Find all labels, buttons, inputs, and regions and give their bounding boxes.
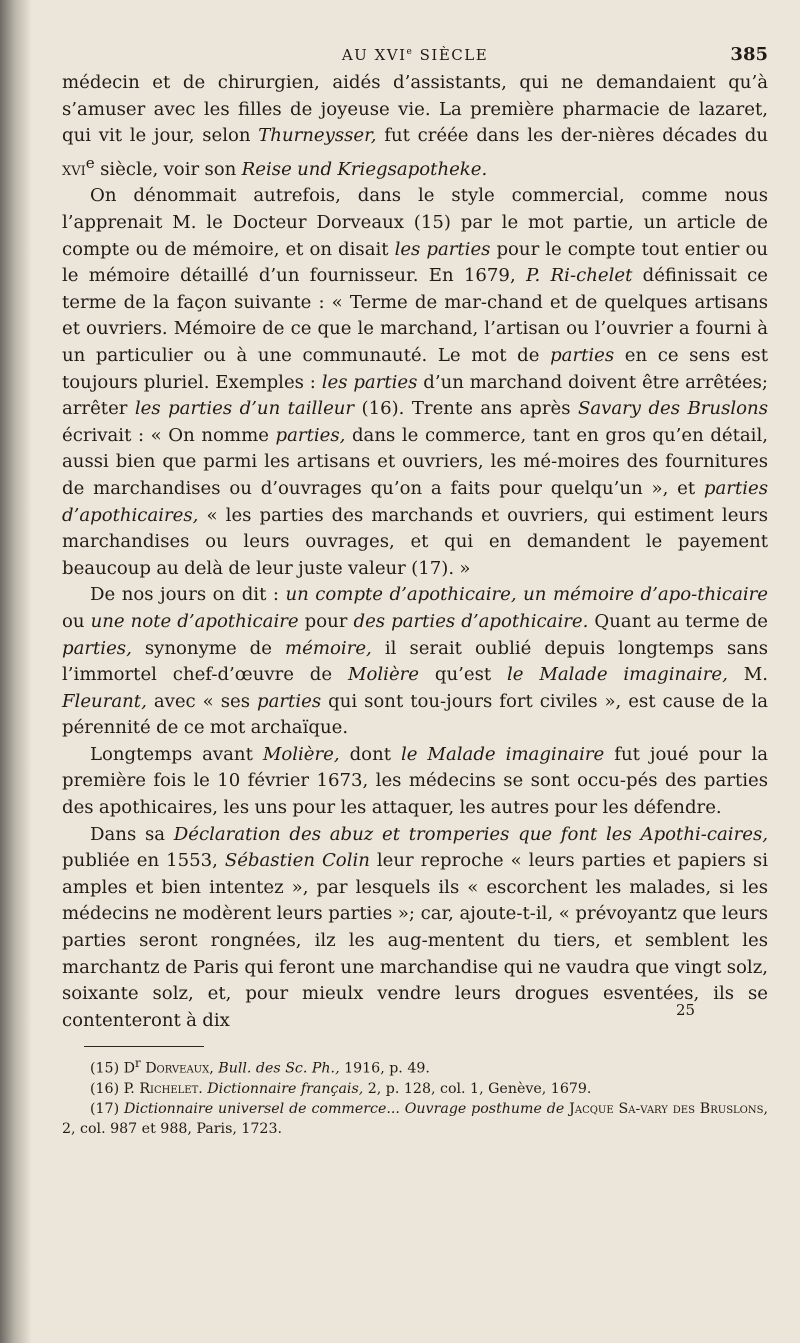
scan-shadow bbox=[0, 0, 32, 1343]
footnote-17: (17) Dictionnaire universel de commerce... Ouvrage posthume de Jacque Sa-vary des Bruslons, 2, col. 987 et 988, Paris, 1723. bbox=[62, 1101, 768, 1138]
page-number: 385 bbox=[730, 44, 768, 65]
footnote-16: (16) P. Richelet. Dictionnaire français, 2, p. 128, col. 1, Genève, 1679. bbox=[90, 1081, 592, 1098]
paragraph-2: On dénommait autrefois, dans le style commercial, comme nous l’apprenait M. le Docteur Dorveaux (15) par le mot partie, un article de compte ou de mémoire, et on disait les parties pour le compte tout entier ou le mémoire détaillé d’un fournisseur. En 1679, P. Ri-chelet définissait ce terme de la façon suivante : « Terme de mar-chand et de quelques artisans et ouvriers. Mémoire de ce que le marchand, l’artisan ou l’ouvrier a fourni à un particulier ou à une communauté. Le mot de parties en ce sens est toujours pluriel. Exemples : les parties d’un marchand doivent être arrêtées; arrêter les parties d’un tailleur (16). Trente ans après Savary des Bruslons écrivait : « On nomme parties, dans le commerce, tant en gros qu’en détail, aussi bien que parmi les artisans et ouvriers, les mé-moires des fournitures de marchandises ou d’ouvrages qu’on a faits pour quelqu’un », et parties d’apothicaires, « les parties des marchands et ouvriers, qui estiment leurs marchandises ou leurs ouvrages, et qui en demandent le payement beaucoup au delà de leur juste valeur (17). » bbox=[62, 185, 768, 579]
book-page bbox=[62, 40, 768, 1139]
page-header bbox=[62, 40, 768, 70]
footnote-15: (15) $D^r$ Dorveaux, Bull. des Sc. Ph., 1916, p. 49. bbox=[90, 1056, 430, 1078]
body-text bbox=[62, 70, 768, 1034]
signature-mark: 25 bbox=[676, 1001, 696, 1019]
paragraph-4: Longtemps avant Molière, dont le Malade imaginaire fut joué pour la première fois le 10 février 1673, les médecins se sont occu-pés des parties des apothicaires, les uns pour les attaquer, les autres pour les défendre. bbox=[62, 743, 769, 819]
paragraph-5: Dans sa Déclaration des abuz et tromperies que font les Apothi-caires, publiée en 1553, Sébastien Colin leur reproche « leurs parties et papiers si amples et bien intentez », par lesquels ils « escorchent les malades, si les médecins ne modèrent leurs parties »; car, ajoute-t-il, « prévoyantz que leurs parties seront rongnées, ilz les aug-mentent du tiers, et semblent les marchantz de Paris qui feront une marchandise qui ne vaudra que vingt solz, soixante solz, et, pour mieulx vendre leurs drogues esventées, ils se contenteront à dix bbox=[62, 823, 768, 1031]
paragraph-1: médecin et de chirurgien, aidés d’assistants, qui ne demandaient qu’à s’amuser avec les filles de joyeuse vie. La première pharmacie de lazaret, qui vit le jour, selon Thurneysser, fut créée dans les der-nières décades du xvi$^e$ siècle, voir son Reise und Kriegsapotheke. bbox=[62, 72, 768, 180]
footnotes bbox=[62, 1053, 768, 1139]
footnote-rule bbox=[84, 1046, 204, 1047]
paragraph-3: De nos jours on dit : un compte d’apothicaire, un mémoire d’apo-thicaire ou une note d’apothicaire pour des parties d’apothicaire. Quant au terme de parties, synonyme de mémoire, il serait oublié depuis longtemps sans l’immortel chef-d’œuvre de Molière qu’est le Malade imaginaire, M. Fleurant, avec « ses parties qui sont tou-jours fort civiles », est cause de la pérennité de ce mot archaïque. bbox=[62, 584, 768, 739]
running-head: AU XVIe SIÈCLE bbox=[341, 46, 489, 64]
